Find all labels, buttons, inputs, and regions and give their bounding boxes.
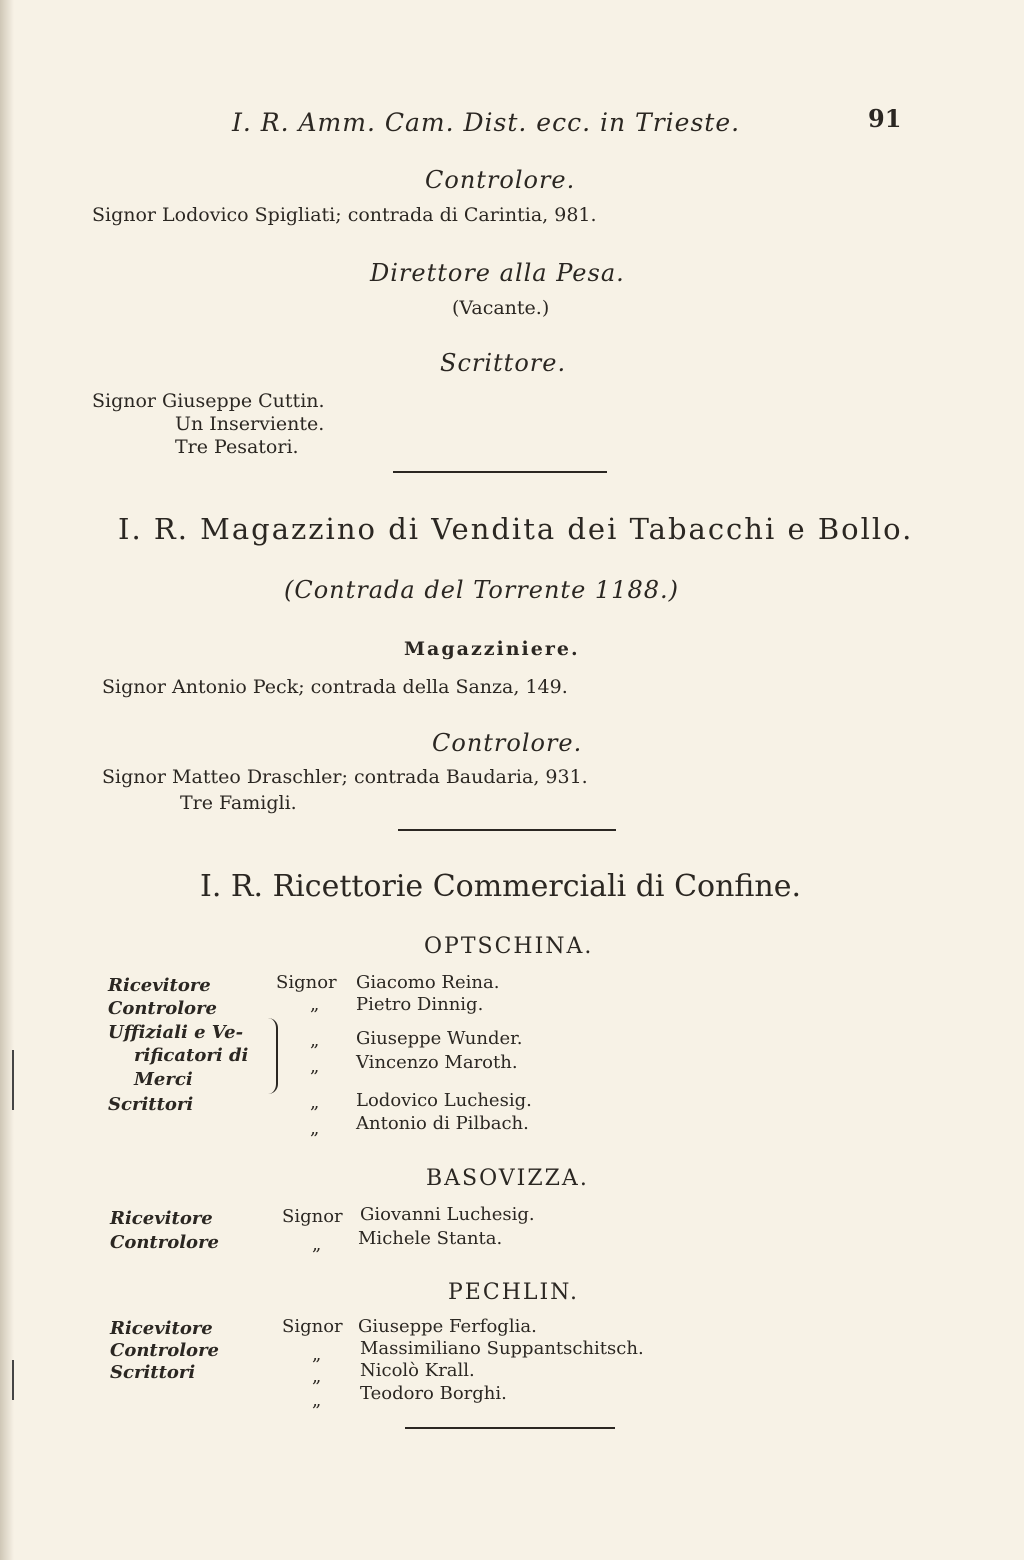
controlore-entry: Signor Lodovico Spigliati; contrada di Carintia, 981. (92, 204, 597, 226)
role-label: Controlore (110, 1232, 220, 1253)
role-label: Merci (134, 1069, 193, 1090)
role-label: Scrittori (110, 1362, 196, 1383)
official-name: Giacomo Reina. (356, 972, 500, 993)
ditto-mark: „ (312, 1366, 322, 1387)
prefix: Signor (282, 1316, 343, 1337)
controlore-heading: Controlore. (425, 166, 576, 194)
famigli-entry: Tre Famigli. (180, 792, 297, 814)
official-name: Nicolò Krall. (360, 1360, 475, 1381)
ditto-mark: „ (310, 1030, 320, 1051)
role-label: Controlore (108, 998, 218, 1019)
official-name: Vincenzo Maroth. (356, 1052, 518, 1073)
ditto-mark: „ (312, 1344, 322, 1365)
magazzino-controlore-entry: Signor Matteo Draschler; contrada Baudaria, 931. (102, 766, 588, 788)
official-name: Giuseppe Ferfoglia. (358, 1316, 537, 1337)
ditto-mark: „ (312, 1390, 322, 1411)
inserviente-entry: Un Inserviente. (175, 413, 325, 435)
official-name: Giuseppe Wunder. (356, 1028, 523, 1049)
ditto-mark: „ (312, 1234, 322, 1255)
direttore-heading: Direttore alla Pesa. (370, 259, 625, 287)
role-label: Uffiziali e Ve- (108, 1022, 244, 1043)
margin-mark (12, 1360, 14, 1400)
section-divider (398, 829, 616, 831)
pesatori-entry: Tre Pesatori. (175, 436, 299, 458)
official-name: Lodovico Luchesig. (356, 1090, 532, 1111)
role-label: Ricevitore (110, 1318, 213, 1339)
prefix: Signor (276, 972, 337, 993)
magazziniere-heading: Magazziniere. (404, 638, 580, 660)
role-label: Ricevitore (110, 1208, 213, 1229)
official-name: Pietro Dinnig. (356, 994, 484, 1015)
scrittore-entry: Signor Giuseppe Cuttin. (92, 390, 325, 412)
prefix: Signor (282, 1206, 343, 1227)
section-divider (393, 471, 607, 473)
magazziniere-entry: Signor Antonio Peck; contrada della Sanza, 149. (102, 676, 568, 698)
margin-mark (12, 1050, 14, 1110)
role-label: Controlore (110, 1340, 220, 1361)
official-name: Teodoro Borghi. (360, 1383, 507, 1404)
brace (268, 1018, 278, 1094)
magazzino-address: (Contrada del Torrente 1188.) (284, 576, 679, 604)
role-label: rificatori di (134, 1045, 249, 1066)
page-number: 91 (868, 104, 902, 133)
pechlin-heading: PECHLIN. (448, 1280, 580, 1305)
scrittore-heading: Scrittore. (440, 349, 567, 377)
role-label: Ricevitore (108, 975, 211, 996)
official-name: Giovanni Luchesig. (360, 1204, 535, 1225)
section-divider (405, 1427, 615, 1429)
ditto-mark: „ (310, 1092, 320, 1113)
running-head: I. R. Amm. Cam. Dist. ecc. in Trieste. (232, 108, 741, 137)
ricettorie-title: I. R. Ricettorie Commerciali di Confine. (200, 869, 802, 904)
direttore-value: (Vacante.) (452, 297, 550, 319)
official-name: Michele Stanta. (358, 1228, 503, 1249)
ditto-mark: „ (310, 994, 320, 1015)
ditto-mark: „ (310, 1118, 320, 1139)
page-gutter-shadow (0, 0, 14, 1560)
ditto-mark: „ (310, 1056, 320, 1077)
magazzino-controlore-heading: Controlore. (432, 729, 583, 757)
official-name: Massimiliano Suppantschitsch. (360, 1338, 644, 1359)
official-name: Antonio di Pilbach. (356, 1113, 529, 1134)
optschina-heading: OPTSCHINA. (424, 934, 594, 959)
role-label: Scrittori (108, 1094, 194, 1115)
basovizza-heading: BASOVIZZA. (426, 1166, 589, 1191)
magazzino-title: I. R. Magazzino di Vendita dei Tabacchi e Bollo. (118, 512, 914, 546)
